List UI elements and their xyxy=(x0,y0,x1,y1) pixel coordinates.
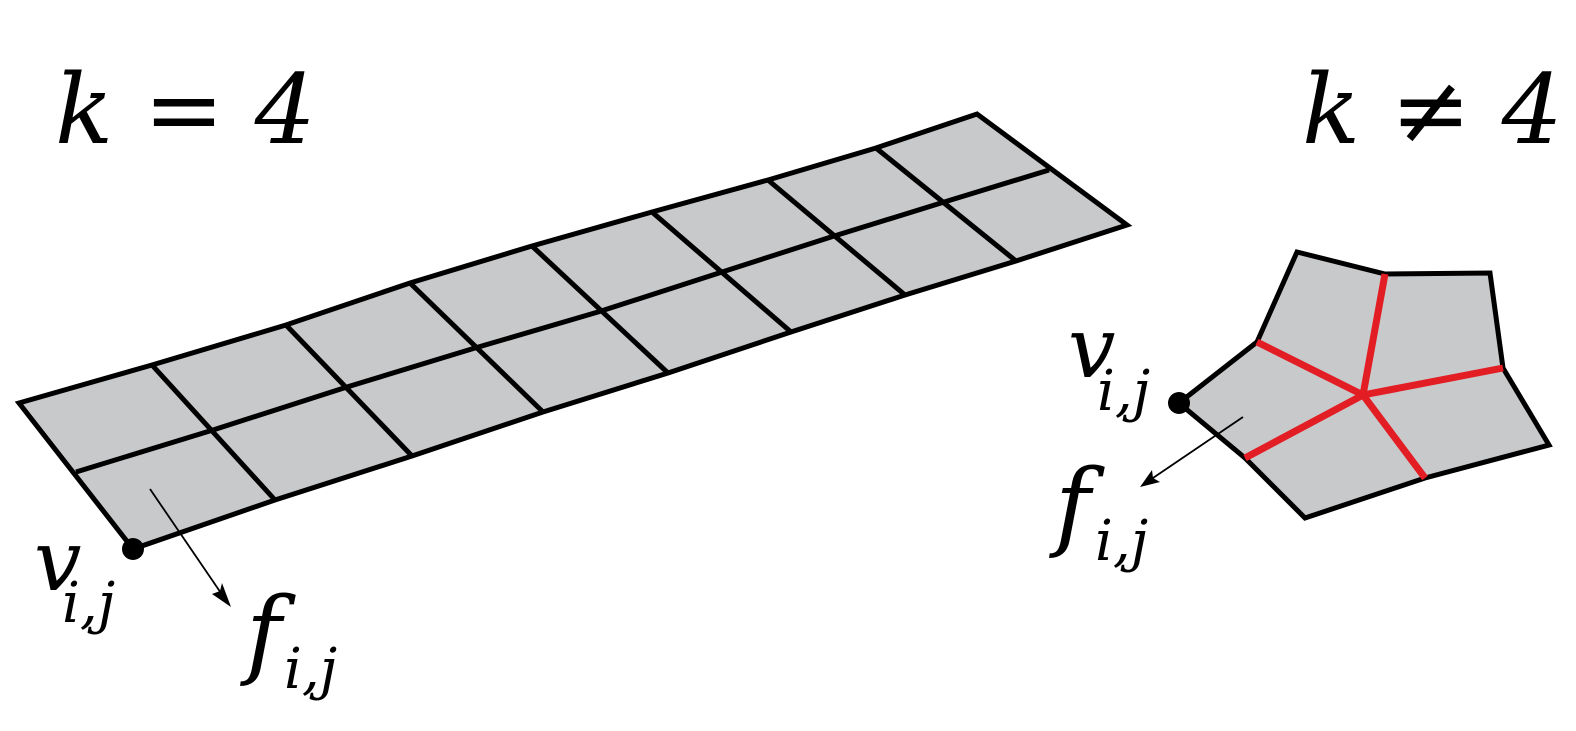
face-arrow-right xyxy=(1150,417,1243,480)
vertex-dot-right xyxy=(1168,392,1190,414)
strip-middle-line xyxy=(76,170,1049,472)
regular-quad-strip xyxy=(19,114,1127,607)
face-label-right: f xyxy=(1055,449,1091,561)
vertex-subscript-right: i,j xyxy=(1097,359,1151,424)
vertex-dot-left xyxy=(122,538,144,560)
irregular-vertex-patch xyxy=(1140,252,1549,518)
k-not-equal-4-label: k ≠ 4 xyxy=(1302,54,1563,166)
face-arrowhead-right xyxy=(1140,470,1160,487)
face-label-left: f xyxy=(246,577,282,689)
strip-surface xyxy=(19,114,1127,549)
vertex-label-right: v xyxy=(1068,299,1116,397)
face-arrowhead-left xyxy=(212,583,231,607)
face-subscript-right: i,j xyxy=(1095,509,1149,574)
face-subscript-left: i,j xyxy=(284,637,338,702)
vertex-label-left: v xyxy=(34,512,82,610)
k-equals-4-label: k = 4 xyxy=(55,54,316,166)
vertex-subscript-left: i,j xyxy=(62,571,116,636)
